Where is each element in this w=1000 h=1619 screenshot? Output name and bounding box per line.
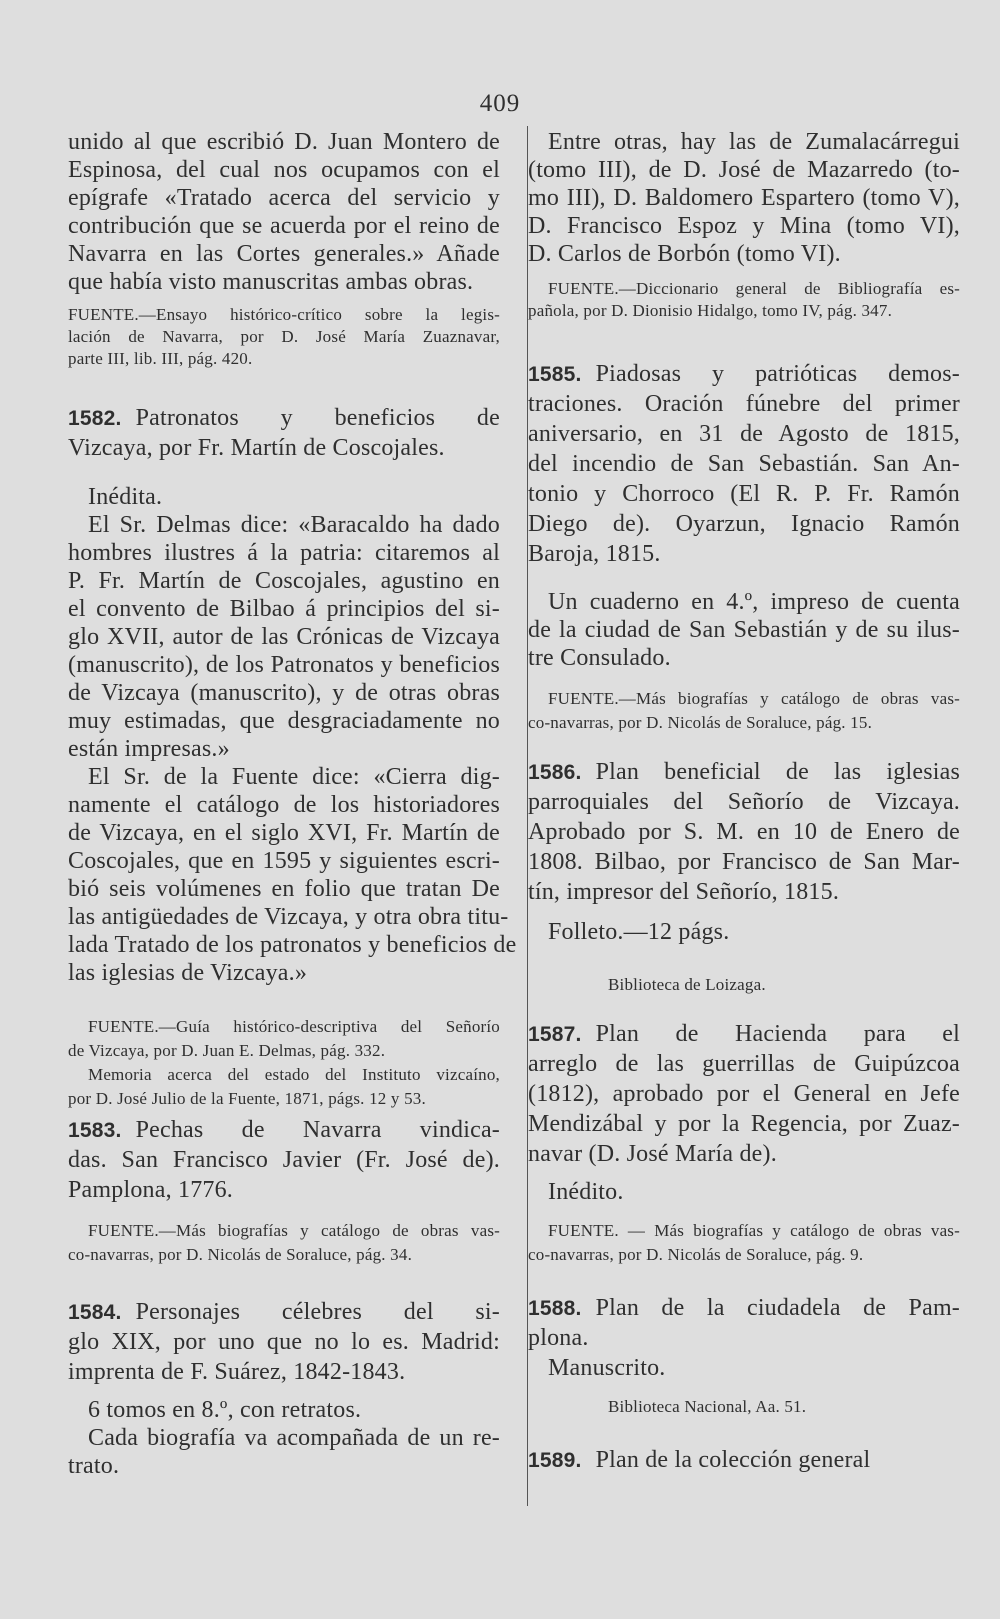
page-number: 409 <box>479 90 521 117</box>
paragraph-line: (manuscrito), de los Patronatos y beneficios <box>68 652 500 678</box>
entry-title-text: Patronatos y beneficios de <box>135 405 500 431</box>
paragraph-line: unido al que escribió D. Juan Montero de <box>68 129 500 155</box>
source-line: de Vizcaya, por D. Juan E. Delmas, pág. 332. <box>68 1041 386 1060</box>
source-line: FUENTE. — Más biografías y catálogo de obras vas- <box>548 1221 960 1240</box>
entry-title-line: das. San Francisco Javier (Fr. José de). <box>68 1147 500 1173</box>
paragraph-line: Entre otras, hay las de Zumalacárregui <box>548 129 960 155</box>
paragraph-line: muy estimadas, que desgraciadamente no <box>68 708 500 734</box>
source-line: lación de Navarra, por D. José María Zuaznavar, <box>68 327 500 346</box>
entry-title-line: del incendio de San Sebastián. San An- <box>528 451 960 477</box>
source-line: FUENTE.—Más biografías y catálogo de obras vas- <box>548 689 960 708</box>
entry-number: 1586. <box>528 761 582 784</box>
source-line: FUENTE.—Diccionario general de Bibliografía es- <box>548 279 960 298</box>
entry-title-line <box>68 1116 500 1145</box>
source-line: co-navarras, por D. Nicolás de Soraluce, pág. 9. <box>528 1245 864 1264</box>
source-line: co-navarras, por D. Nicolás de Soraluce, pág. 15. <box>528 713 873 732</box>
entry-title-line: plona. <box>528 1325 589 1351</box>
paragraph-line: namente el catálogo de los historiadores <box>68 792 500 818</box>
entry-title-text: Plan de la ciudadela de Pam- <box>595 1295 960 1321</box>
paragraph-line: Inédito. <box>548 1179 624 1205</box>
entry-title-line: imprenta de F. Suárez, 1842-1843. <box>68 1359 406 1385</box>
paragraph-line: Navarra en las Cortes generales.» Añade <box>68 241 500 267</box>
library-location: Biblioteca de Loizaga. <box>608 975 766 994</box>
paragraph-line: trato. <box>68 1453 120 1479</box>
source-line: FUENTE.—Más biografías y catálogo de obras vas- <box>88 1221 500 1240</box>
entry-title-line <box>68 1298 500 1327</box>
entry-number: 1587. <box>528 1023 582 1046</box>
entry-number: 1589. <box>528 1449 582 1472</box>
entry-title-line: (1812), aprobado por el General en Jefe <box>528 1081 960 1107</box>
paragraph-line: de Vizcaya (manuscrito), y de otras obras <box>68 680 500 706</box>
paragraph-line: bió seis volúmenes en folio que tratan De <box>68 876 500 902</box>
entry-title-line <box>528 360 960 389</box>
source-line: por D. José Julio de la Fuente, 1871, págs. 12 y 53. <box>68 1089 426 1108</box>
source-line: FUENTE.—Guía histórico-descriptiva del Señorío <box>88 1017 500 1036</box>
paragraph-line: glo XVII, autor de las Crónicas de Vizcaya <box>68 624 500 650</box>
entry-title-text: Plan de Hacienda para el <box>595 1021 960 1047</box>
paragraph-line: están impresas.» <box>68 736 230 762</box>
entry-title-line: Mendizábal y por la Regencia, por Zuaz- <box>528 1111 960 1137</box>
entry-number: 1582. <box>68 407 122 430</box>
entry-title-line: arreglo de las guerrillas de Guipúzcoa <box>528 1051 960 1077</box>
source-line: pañola, por D. Dionisio Hidalgo, tomo IV, pág. 347. <box>528 301 893 320</box>
entry-number: 1585. <box>528 363 582 386</box>
paragraph-line: Un cuaderno en 4.º, impreso de cuenta <box>548 589 960 615</box>
entry-title-text: Personajes célebres del si- <box>135 1299 500 1325</box>
entry-number: 1583. <box>68 1119 122 1142</box>
paragraph-line: D. Francisco Espoz y Mina (tomo VI), <box>528 213 960 239</box>
entry-title-line <box>68 404 500 433</box>
paragraph-line: 6 tomos en 8.º, con retratos. <box>88 1397 362 1423</box>
entry-title-line: tonio y Chorroco (El R. P. Fr. Ramón <box>528 481 960 507</box>
entry-title-line: 1808. Bilbao, por Francisco de San Mar- <box>528 849 960 875</box>
entry-title-line <box>528 1294 960 1323</box>
entry-title-line: traciones. Oración fúnebre del primer <box>528 391 960 417</box>
paragraph-line: Folleto.—12 págs. <box>548 919 730 945</box>
paragraph-line: Coscojales, que en 1595 y siguientes escri- <box>68 848 500 874</box>
paragraph-line: Inédita. <box>88 484 163 510</box>
source-line: FUENTE.—Ensayo histórico-crítico sobre la legis- <box>68 305 500 324</box>
entry-title-text: Piadosas y patrióticas demos- <box>595 361 960 387</box>
paragraph-line: que había visto manuscritas ambas obras. <box>68 269 474 295</box>
entry-title-line: glo XIX, por uno que no lo es. Madrid: <box>68 1329 500 1355</box>
paragraph-line: El Sr. de la Fuente dice: «Cierra dig- <box>88 764 500 790</box>
paragraph-line: Cada biografía va acompañada de un re- <box>88 1425 500 1451</box>
entry-title-text: Plan de la colección general <box>595 1447 871 1473</box>
entry-title-line: Pamplona, 1776. <box>68 1177 233 1203</box>
paragraph-line: tre Consulado. <box>528 645 671 671</box>
entry-title-line <box>528 758 960 787</box>
paragraph-line: D. Carlos de Borbón (tomo VI). <box>528 241 841 267</box>
entry-title-line <box>528 1020 960 1049</box>
paragraph-line: hombres ilustres á la patria: citaremos al <box>68 540 500 566</box>
paragraph-line: El Sr. Delmas dice: «Baracaldo ha dado <box>88 512 500 538</box>
paragraph-line: Manuscrito. <box>548 1355 666 1381</box>
entry-title-line: Diego de). Oyarzun, Ignacio Ramón <box>528 511 960 537</box>
paragraph-line: lada Tratado de los patronatos y beneficios de <box>68 932 517 958</box>
paragraph-line: P. Fr. Martín de Coscojales, agustino en <box>68 568 500 594</box>
entry-number: 1584. <box>68 1301 122 1324</box>
paragraph-line: epígrafe «Tratado acerca del servicio y <box>68 185 500 211</box>
entry-title-text: Pechas de Navarra vindica- <box>135 1117 500 1143</box>
paragraph-line: contribución que se acuerda por el reino de <box>68 213 500 239</box>
source-line: Memoria acerca del estado del Instituto vizcaíno, <box>88 1065 500 1084</box>
source-line: parte III, lib. III, pág. 420. <box>68 349 253 368</box>
entry-title-line: Aprobado por S. M. en 10 de Enero de <box>528 819 960 845</box>
entry-number: 1588. <box>528 1297 582 1320</box>
entry-title-text: Plan beneficial de las iglesias <box>595 759 960 785</box>
paragraph-line: de Vizcaya, en el siglo XVI, Fr. Martín de <box>68 820 500 846</box>
entry-title-line: Vizcaya, por Fr. Martín de Coscojales. <box>68 435 445 461</box>
paragraph-line: (tomo III), de D. José de Mazarredo (to- <box>528 157 960 183</box>
entry-title-line: parroquiales del Señorío de Vizcaya. <box>528 789 960 815</box>
entry-title-line: aniversario, en 31 de Agosto de 1815, <box>528 421 960 447</box>
entry-title-line: Baroja, 1815. <box>528 541 661 567</box>
entry-title-line: navar (D. José María de). <box>528 1141 777 1167</box>
entry-title-line <box>528 1446 960 1475</box>
library-location: Biblioteca Nacional, Aa. 51. <box>608 1397 807 1416</box>
paragraph-line: mo III), D. Baldomero Espartero (tomo V), <box>528 185 960 211</box>
paragraph-line: las antigüedades de Vizcaya, y otra obra titu- <box>68 904 509 930</box>
paragraph-line: las iglesias de Vizcaya.» <box>68 960 308 986</box>
entry-title-line: tín, impresor del Señorío, 1815. <box>528 879 840 905</box>
paragraph-line: el convento de Bilbao á principios del si- <box>68 596 500 622</box>
source-line: co-navarras, por D. Nicolás de Soraluce, pág. 34. <box>68 1245 413 1264</box>
paragraph-line: Espinosa, del cual nos ocupamos con el <box>68 157 500 183</box>
paragraph-line: de la ciudad de San Sebastián y de su ilus- <box>528 617 960 643</box>
